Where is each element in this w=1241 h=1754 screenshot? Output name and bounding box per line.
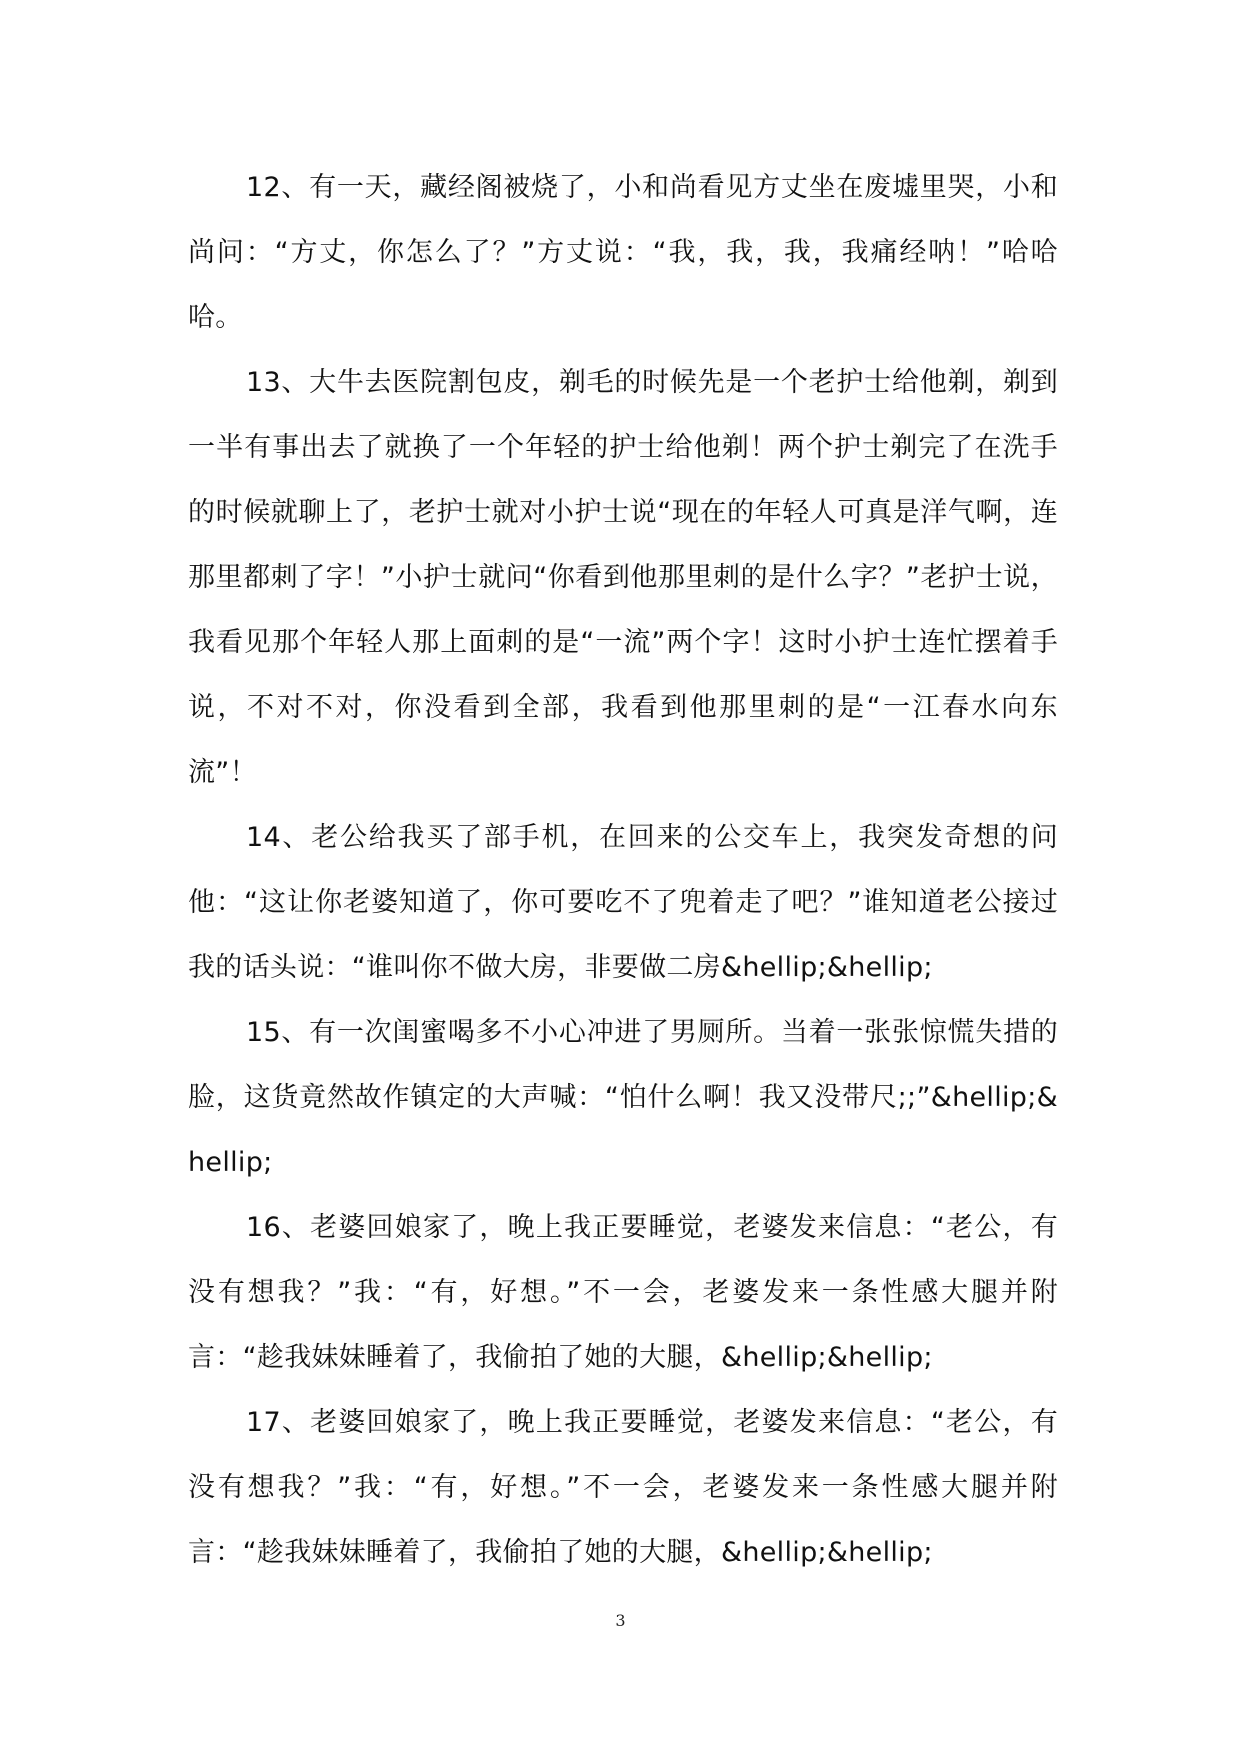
paragraph-16: 16、老婆回娘家了，晚上我正要睡觉，老婆发来信息：“老公，有没有想我？”我：“有，好想。”不一会，老婆发来一条性感大腿并附言：“趁我妹妹睡着了，我偷拍了她的大腿，&hellip;&hellip; (188, 1212, 1058, 1373)
document-body (188, 155, 1058, 1585)
page-number: 3 (615, 1611, 626, 1630)
paragraph-13: 13、大牛去医院割包皮，剃毛的时候先是一个老护士给他剃，剃到一半有事出去了就换了一个年轻的护士给他剃！两个护士剃完了在洗手的时候就聊上了，老护士就对小护士说“现在的年轻人可真是洋气啊，连那里都刺了字！”小护士就问“你看到他那里刺的是什么字？”老护士说，我看见那个年轻人那上面刺的是“一流”两个字！这时小护士连忙摆着手说，不对不对，你没看到全部，我看到他那里刺的是“一江春水向东流”！ (188, 367, 1058, 788)
paragraph-14: 14、老公给我买了部手机，在回来的公交车上，我突发奇想的问他：“这让你老婆知道了，你可要吃不了兜着走了吧？”谁知道老公接过我的话头说：“谁叫你不做大房，非要做二房&hellip;&hellip; (188, 822, 1058, 983)
paragraph-17: 17、老婆回娘家了，晚上我正要睡觉，老婆发来信息：“老公，有没有想我？”我：“有，好想。”不一会，老婆发来一条性感大腿并附言：“趁我妹妹睡着了，我偷拍了她的大腿，&hellip;&hellip; (188, 1407, 1058, 1568)
paragraph-15: 15、有一次闺蜜喝多不小心冲进了男厕所。当着一张张惊慌失措的脸，这货竟然故作镇定的大声喊：“怕什么啊！我又没带尺;;”&hellip;&hellip; (188, 1017, 1058, 1178)
paragraph-12: 12、有一天，藏经阁被烧了，小和尚看见方丈坐在废墟里哭，小和尚问：“方丈，你怎么了？”方丈说：“我，我，我，我痛经呐！”哈哈哈。 (188, 172, 1058, 333)
